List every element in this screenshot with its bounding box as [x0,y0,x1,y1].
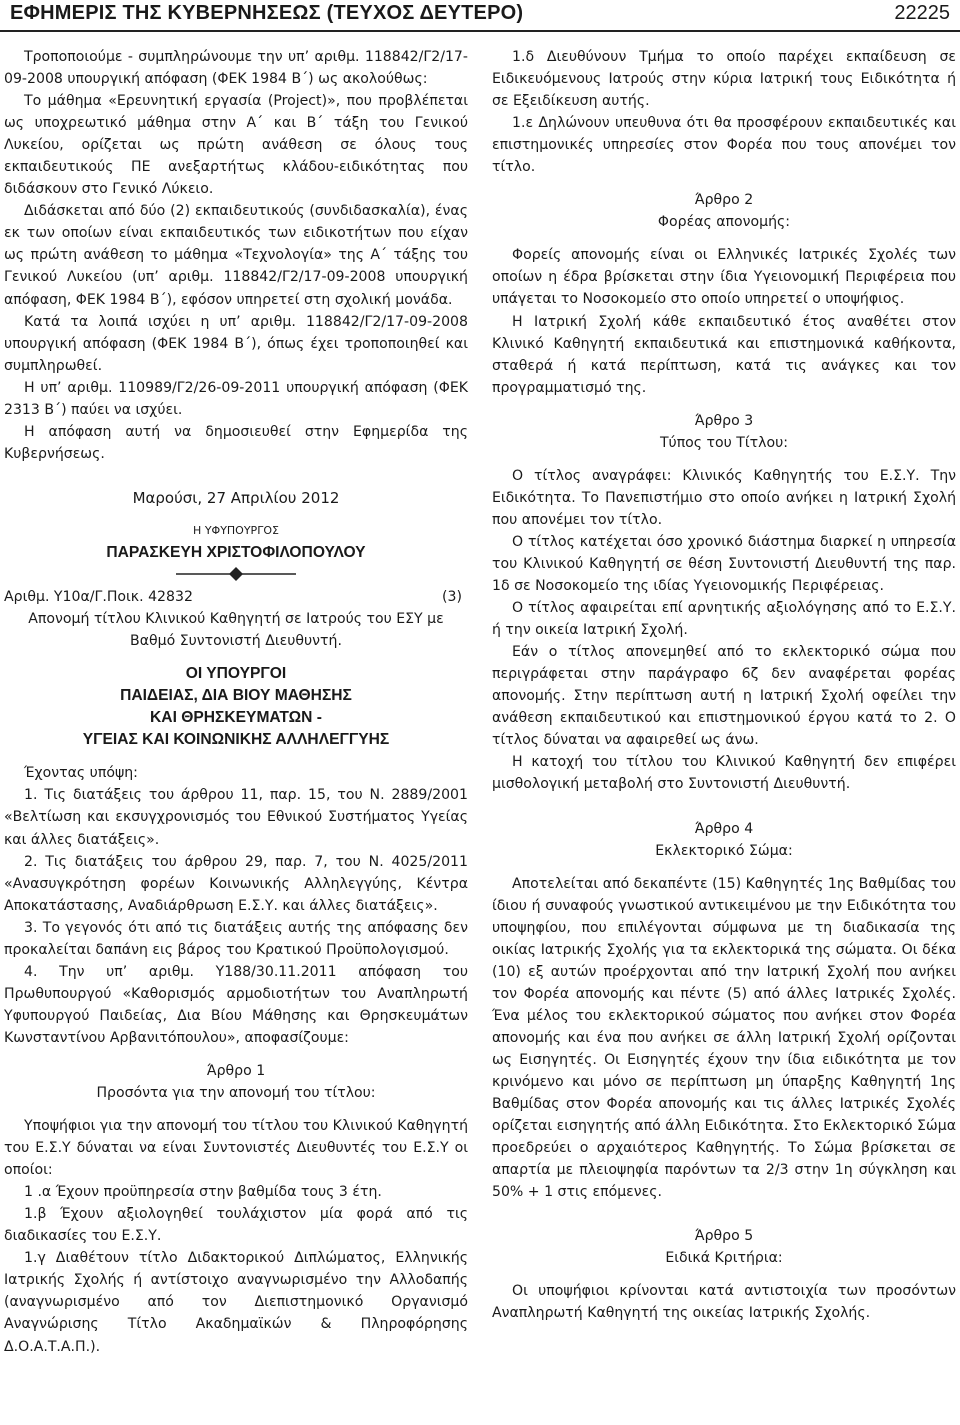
paragraph-project-course: Το μάθημα «Ερευνητική εργασία (Project)», που προβλέπεται ως υποχρεωτικό μάθημα στην Α΄ και Β΄ τάξη του Γενικού Λυκείου, ορίζεται ως πρώτη ανάθεση σε όλους τους εκπαιδευτικούς ΠΕ ανεξαρτήτως κλάδου-ειδικότητας που διδάσκουν στο Γενικό Λύκειο. [4,93,468,198]
article-4-subtitle: Εκλεκτορικό Σώμα: [655,842,793,859]
article-1-item-e: 1.ε Δηλώνουν υπευθυνα ότι θα προσφέρουν εκπαιδευτικές και επιστημονικές υπηρεσίες στον Φορέα που τους απονέμει τον τίτλο. [492,115,956,176]
considering-item-2: 2. Τις διατάξεις του άρθρου 29, παρ. 7, του Ν. 4025/2011 «Ανασυγκρότηση φορέων Κοινωνικής Αλληλεγγύης, Κέντρα Αποκατάστασης, Αναδιάρθρωση Ε.Σ.Υ. και άλλες διατάξεις». [4,853,468,914]
decision-reference [4,586,468,608]
paragraph-remaining-valid: Κατά τα λοιπά ισχύει η υπ’ αριθμ. 118842/Γ2/17-09-2008 υπουργική απόφαση (ΦΕΚ 1984 Β΄), όπως έχει τροποποιηθεί και συμπληρωθεί. [4,313,468,374]
article-5-title: Άρθρο 5 [694,1228,754,1245]
reference-index: (3) [442,589,462,606]
diamond-divider-icon [176,565,296,583]
section-divider [4,564,468,586]
signature-name: ΠΑΡΑΣΚΕΥΗ ΧΡΙΣΤΟΦΙΛΟΠΟΥΛΟΥ [106,543,366,561]
article-3-paragraph-4: Εάν ο τίτλος απονεμηθεί από το εκλεκτορικό σώμα που περιγράφεται στην παράγραφο 6ζ δεν αναφέρεται φορέας απονομής. Στην περίπτωση αυτή η Ιατρική Σχολή οφείλει την ανάθεση εκπαιδευτικού και επιστημονικού έργου κατά το 2. Ο τίτλος δύναται να αφαιρεθεί ως άνω. [492,644,956,749]
article-5-subtitle: Ειδικά Κριτήρια: [665,1250,783,1267]
decision-subject: Απονομή τίτλου Κλινικού Καθηγητή σε Ιατρούς του ΕΣΥ με Βαθμό Συντονιστή Διευθυντή. [28,611,444,650]
article-1-item-c: 1.γ Διαθέτουν τίτλο Διδακτορικού Διπλώματος, Ελληνικής Ιατρικής Σχολής ή αντίστοιχο αναγνωρισμένο την Αλλοδαπής (αναγνωρισμένο από τον Διεπιστημονικό Οργανισμό Αναγνώρισης Τίτλο Ακαδημαϊκών & Πληροφόρησης Δ.Ο.Α.Τ.Α.Π.). [4,1250,468,1355]
considering-item-4: 4. Την υπ’ αριθμ. Υ188/30.11.2011 απόφαση του Πρωθυπουργού «Καθορισμός αρμοδιοτήτων του Αναπληρωτή Υφυπουργού Παιδείας, Δια Βίου Μάθησης και Θρησκευμάτων Κωνσταντίνου Αρβανιτόπουλου», αποφασίζουμε: [4,963,468,1046]
article-3-subtitle: Τύπος του Τίτλου: [659,434,789,451]
article-1-subtitle: Προσόντα για την απονομή του τίτλου: [96,1085,376,1102]
article-3-paragraph-3: Ο τίτλος αφαιρείται επί αρνητικής αξιολόγησης από το Ε.Σ.Υ. ή την οικεία Ιατρική Σχολή. [492,600,956,639]
article-1-intro: Υποψήφιοι για την απονομή του τίτλου του Κλινικού Καθηγητή του Ε.Σ.Υ δύναται να είναι Συντονιστές Διευθυντές του Ε.Σ.Υ οι οποίοι: [4,1118,468,1179]
signature-place-date: Μαρούσι, 27 Απριλίου 2012 [132,488,340,507]
considering-item-3: 3. Το γεγονός ότι από τις διατάξεις αυτής της απόφασης δεν προκαλείται δαπάνη εις βάρος του Κρατικού Προϋπολογισμού. [4,919,468,958]
ministers-heading: ΟΙ ΥΠΟΥΡΓΟΙ [185,665,287,683]
article-3-paragraph-1: Ο τίτλος αναγράφει: Κλινικός Καθηγητής του Ε.Σ.Υ. Την Ειδικότητα. Το Πανεπιστήμιο στο οποίο ανήκει η Ιατρική Σχολή που απονέμει τον τίτλο. [492,467,956,528]
article-2-subtitle: Φορέας απονομής: [657,214,791,231]
ministry-education: ΠΑΙΔΕΙΑΣ, ΔΙΑ ΒΙΟΥ ΜΑΘΗΣΗΣ [120,687,352,705]
article-2-paragraph-1: Φορείς απονομής είναι οι Ελληνικές Ιατρικές Σχολές των οποίων η έδρα βρίσκεται στην ίδια Υγειονομική Περιφέρεια που υπάγεται το Νοσοκομείο στο οποίο υπηρετεί ο υποψήφιος. [492,247,956,308]
page-header [0,0,960,32]
ministry-religious: ΚΑΙ ΘΡΗΣΚΕΥΜΑΤΩΝ - [150,709,322,727]
article-3-paragraph-5: Η κατοχή του τίτλου του Κλινικού Καθηγητή δεν επιφέρει μισθολογική μεταβολή στο Συντονιστή Διευθυντή. [492,754,956,793]
ministry-health: ΥΓΕΙΑΣ ΚΑΙ ΚΟΙΝΩΝΙΚΗΣ ΑΛΛΗΛΕΓΓΥΗΣ [82,731,390,749]
considering-item-1: 1. Τις διατάξεις του άρθρου 11, παρ. 15, του Ν. 2889/2001 «Βελτίωση και εκσυγχρονισμός του Εθνικού Συστήματος Υγείας και άλλες διατάξεις». [4,787,468,848]
signature-role: Η ΥΦΥΠΟΥΡΓΟΣ [193,523,279,537]
article-5-paragraph-1: Οι υποψήφιοι κρίνονται κατά αντιστοιχία των προσόντων Αναπληρωτή Καθηγητή της οικείας Ιατρικής Σχολής. [492,1283,956,1322]
paragraph-publication: Η απόφαση αυτή να δημοσιευθεί στην Εφημερίδα της Κυβερνήσεως. [4,423,468,462]
article-1-title: Άρθρο 1 [206,1062,266,1079]
article-3-title: Άρθρο 3 [694,412,754,429]
left-column [4,46,468,1358]
paragraph-repeal: Η υπ’ αριθμ. 110989/Γ2/26-09-2011 υπουργική απόφαση (ΦΕΚ 2313 Β΄) παύει να ισχύει. [4,379,468,418]
paragraph-co-teaching: Διδάσκεται από δύο (2) εκπαιδευτικούς (συνδιδασκαλία), ένας εκ των οποίων είναι εκπαιδευτικός των ειδικοτήτων που είχαν ως πρώτη ανάθεση το μάθημα «Τεχνολογία» της Α΄ τάξης του Γενικού Λυκείου (υπ’ αριθμ. 118842/Γ2/17-09-2008 υπουργική απόφαση, ΦΕΚ 1984 Β΄), εφόσον υπηρετεί στη σχολική μονάδα. [4,203,468,308]
considering-label: Έχοντας υπόψη: [24,765,138,782]
article-2-title: Άρθρο 2 [694,192,754,209]
reference-number: Αριθμ. Υ10α/Γ.Ποικ. 42832 [4,589,193,606]
article-1-item-a: 1 .α Έχουν προϋπηρεσία στην βαθμίδα τους 3 έτη. [24,1184,382,1201]
paragraph-amendment: Τροποποιούμε - συμπληρώνουμε την υπ’ αριθμ. 118842/Γ2/17-09-2008 υπουργική απόφαση (ΦΕΚ 1984 Β΄) ως ακολούθως: [4,49,468,88]
right-column [492,46,956,1324]
article-4-paragraph-1: Αποτελείται από δεκαπέντε (15) Καθηγητές 1ης Βαθμίδας του ίδιου ή συναφούς γνωστικού αντικειμένου με την Ειδικότητα του υποψηφίου, που επιλέγονται σύμφωνα με τη διαδικασία της οικίας Ιατρικής Σχολής για τα εκλεκτορικά της σώματα. Οι δέκα (10) εξ αυτών προέρχονται από την Ιατρική Σχολή που ανήκει τον Φορέα απονομής και πέντε (5) από άλλες Ιατρικές Σχολές. Ένα μέλος του εκλεκτορικού σώματος που ανήκει στον Φορέα απονομής και ένα που ανήκει σε άλλη Ιατρική Σχολή ορίζονται ως Εισηγητές. Οι Εισηγητές έχουν την ίδια ειδικότητα με τον κρινόμενο και μόνο σε περίπτωση μη ύπαρξης Καθηγητή 1ης Βαθμίδας στον Φορέα απονομής και τις άλλες Ιατρικές Σχολές ορίζεται εισηγητής από άλλη Ειδικότητα. Στο Εκλεκτορικό Σώμα προεδρεύει ο αρχαιότερος Καθηγητής. Το Σώμα βρίσκεται σε απαρτία με πλειοψηφία παρόντων τα 2/3 στην 1η σύγκληση και 50% + 1 στις επόμενες. [492,875,956,1201]
page-number: 22225 [894,2,950,24]
article-1-item-d: 1.δ Διευθύνουν Τμήμα το οποίο παρέχει εκπαίδευση σε Ειδικευόμενους Ιατρούς στην κύρια Ιατρική τους Ειδικότητα ή σε Εξειδίκευση αυτής. [492,49,956,110]
article-1-item-b: 1.β Έχουν αξιολογηθεί τουλάχιστον μία φορά από τις διαδικασίες του Ε.Σ.Υ. [4,1206,468,1245]
gazette-title: ΕΦΗΜΕΡΙΣ ΤΗΣ ΚΥΒΕΡΝΗΣΕΩΣ (ΤΕΥΧΟΣ ΔΕΥΤΕΡΟ) [10,2,524,24]
article-4-title: Άρθρο 4 [694,820,754,837]
article-2-paragraph-2: Η Ιατρική Σχολή κάθε εκπαιδευτικό έτος αναθέτει στον Κλινικό Καθηγητή εκπαιδευτικά και επιστημονικά καθήκοντα, σταθερά ή κατά περίπτωση, κατά τις ανάγκες και τον προγραμματισμό της. [492,313,956,396]
article-3-paragraph-2: Ο τίτλος κατέχεται όσο χρονικό διάστημα διαρκεί η υπηρεσία του Κλινικού Καθηγητή σε θέση Συντονιστή Διευθυντή της παρ. 1δ σε Νοσοκομείο της ιδίας Υγειονομικής Περιφέρειας. [492,533,956,595]
